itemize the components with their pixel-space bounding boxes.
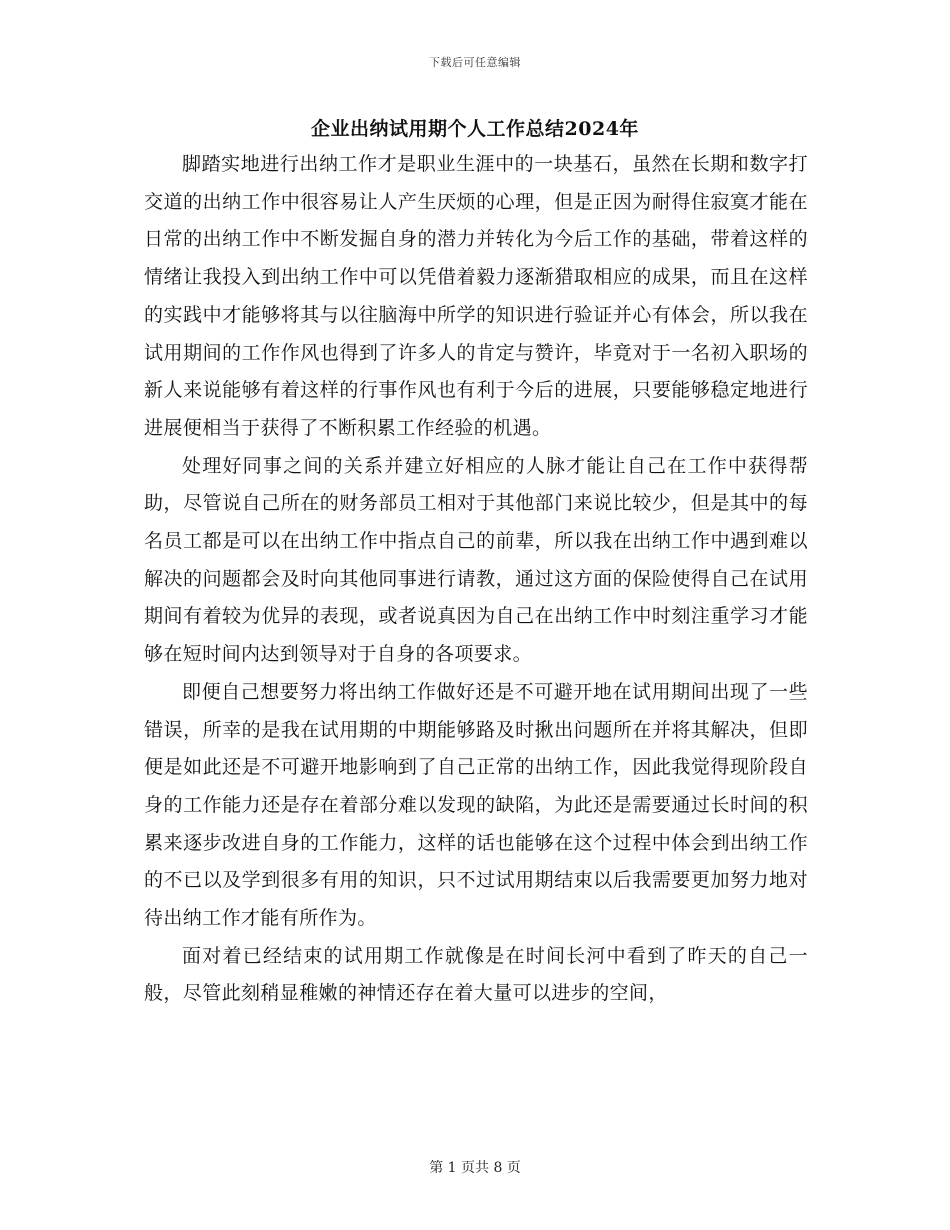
header-note: 下载后可任意编辑 [429,56,521,69]
paragraph-2: 处理好同事之间的关系并建立好相应的人脉才能让自己在工作中获得帮助，尽管说自己所在的财务部员工相对于其他部门来说比较少，但是其中的每名员工都是可以在出纳工作中指点自己的前辈，所以我在出纳工作中遇到难以解决的问题都会及时向其他同事进行请教，通过这方面的保险使得自己在试用期间有着较为优异的表现，或者说真因为自己在出纳工作中时刻注重学习才能够在短时间内达到领导对于自身的各项要求。 [144,454,808,666]
document-body [144,146,808,1013]
page-number-footer: 第 1 页共 8 页 [429,1160,521,1176]
paragraph-1: 脚踏实地进行出纳工作才是职业生涯中的一块基石，虽然在长期和数字打交道的出纳工作中很容易让人产生厌烦的心理，但是正因为耐得住寂寞才能在日常的出纳工作中不断发掘自身的潜力并转化为今后工作的基础，带着这样的情绪让我投入到出纳工作中可以凭借着毅力逐渐猎取相应的成果，而且在这样的实践中才能够将其与以往脑海中所学的知识进行验证并心有体会，所以我在试用期间的工作作风也得到了许多人的肯定与赞许，毕竟对于一名初入职场的新人来说能够有着这样的行事作风也有利于今后的进展，只要能够稳定地进行进展便相当于获得了不断积累工作经验的机遇。 [144,153,808,439]
paragraph-4: 面对着已经结束的试用期工作就像是在时间长河中看到了昨天的自己一般，尽管此刻稍显稚嫩的神情还存在着大量可以进步的空间， [144,944,808,1005]
paragraph-3: 即便自己想要努力将出纳工作做好还是不可避开地在试用期间出现了一些错误，所幸的是我在试用期的中期能够路及时揪出问题所在并将其解决，但即便是如此还是不可避开地影响到了自己正常的出纳工作，因此我觉得现阶段自身的工作能力还是存在着部分难以发现的缺陷，为此还是需要通过长时间的积累来逐步改进自身的工作能力，这样的话也能够在这个过程中体会到出纳工作的不已以及学到很多有用的知识，只不过试用期结束以后我需要更加努力地对待出纳工作才能有所作为。 [144,680,808,930]
document-title: 企业出纳试用期个人工作总结2024年 [311,118,639,140]
